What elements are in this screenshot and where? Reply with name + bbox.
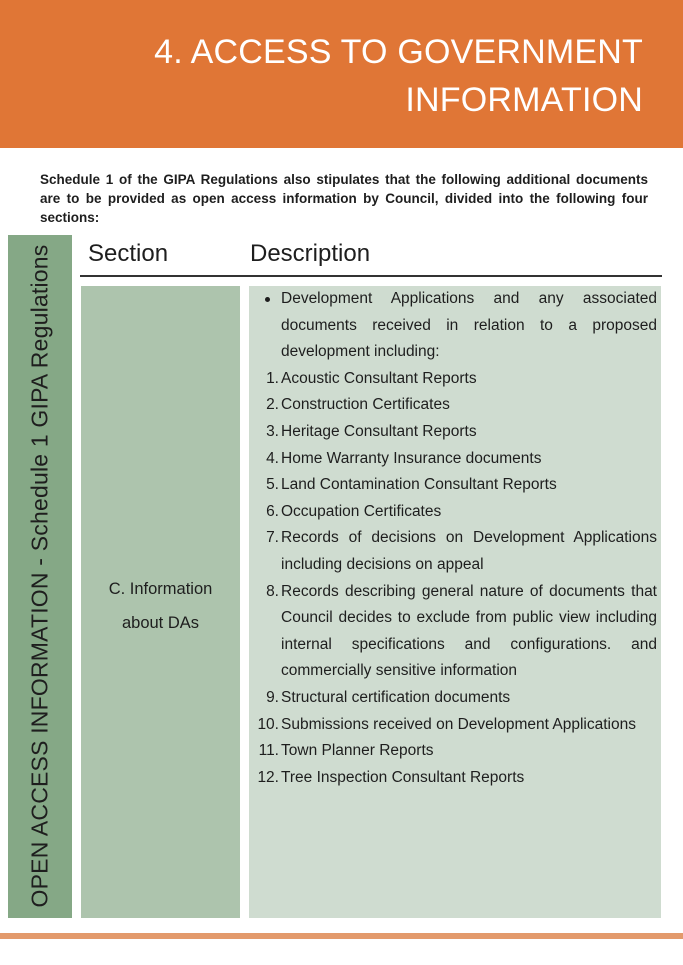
list-item <box>258 738 657 765</box>
sidebar-label: OPEN ACCESS INFORMATION - Schedule 1 GIPA Regulations <box>26 244 53 908</box>
page-title <box>43 28 643 124</box>
list-item-number: 2. <box>266 396 279 414</box>
list-item <box>266 685 657 712</box>
list-item-text: Occupation Certificates <box>281 502 442 520</box>
section-label <box>81 572 240 640</box>
intro-paragraph: Schedule 1 of the GIPA Regulations also stipulates that the following additional documents are to be provided as open access information by Council, divided into the following four sections: <box>40 172 648 225</box>
list-item-number: 3. <box>266 422 279 440</box>
header-banner <box>0 0 683 148</box>
list-item <box>266 366 657 393</box>
list-item <box>266 579 657 685</box>
page-title-line-2: INFORMATION <box>405 81 643 119</box>
list-item-number: 11. <box>258 742 279 760</box>
list-item <box>257 712 657 739</box>
section-cell <box>81 286 240 918</box>
list-item-number: 8. <box>266 582 279 600</box>
list-item-text: Records of decisions on Development Applications including decisions on appeal <box>281 529 657 573</box>
description-cell <box>249 286 661 918</box>
description-content <box>257 286 657 791</box>
list-item <box>266 472 657 499</box>
list-item <box>266 499 657 526</box>
column-header-description: Description <box>250 240 371 267</box>
document-list <box>257 366 657 792</box>
list-item-text: Town Planner Reports <box>281 742 434 760</box>
list-item <box>266 525 657 578</box>
list-item-number: 4. <box>266 449 279 467</box>
section-label-line-1: C. Information <box>108 580 213 598</box>
list-item <box>266 446 657 473</box>
list-item-text: Records describing general nature of documents that Council decides to exclude from public view including internal specifications and configurations. and commercially sensitive information <box>281 582 657 680</box>
list-item-number: 12. <box>257 768 279 786</box>
list-item-number: 1. <box>266 369 279 387</box>
list-item <box>257 765 657 792</box>
list-item-number: 6. <box>266 502 279 520</box>
section-label-line-2: about DAs <box>121 614 200 632</box>
list-item <box>266 392 657 419</box>
list-item-text: Land Contamination Consultant Reports <box>281 476 557 494</box>
list-item-text: Tree Inspection Consultant Reports <box>281 768 525 786</box>
list-item-text: Heritage Consultant Reports <box>281 422 477 440</box>
page-title-line-1: 4. ACCESS TO GOVERNMENT <box>154 33 643 71</box>
column-header-section: Section <box>88 240 169 267</box>
header-divider <box>80 275 662 277</box>
list-item-number: 10. <box>257 715 279 733</box>
list-item-number: 9. <box>266 688 279 706</box>
list-item <box>266 419 657 446</box>
vertical-sidebar <box>8 235 72 918</box>
list-item-text: Home Warranty Insurance documents <box>281 449 542 467</box>
list-item-text: Acoustic Consultant Reports <box>281 369 477 387</box>
footer-rule <box>0 933 683 939</box>
list-item-text: Submissions received on Development Applications <box>281 715 636 733</box>
list-item-text: Structural certification documents <box>281 688 511 706</box>
list-item-number: 5. <box>266 476 279 494</box>
list-item-text: Construction Certificates <box>281 396 450 414</box>
description-bullet: Development Applications and any associated documents received in relation to a proposed development including: <box>281 286 657 366</box>
list-item-number: 7. <box>266 529 279 547</box>
